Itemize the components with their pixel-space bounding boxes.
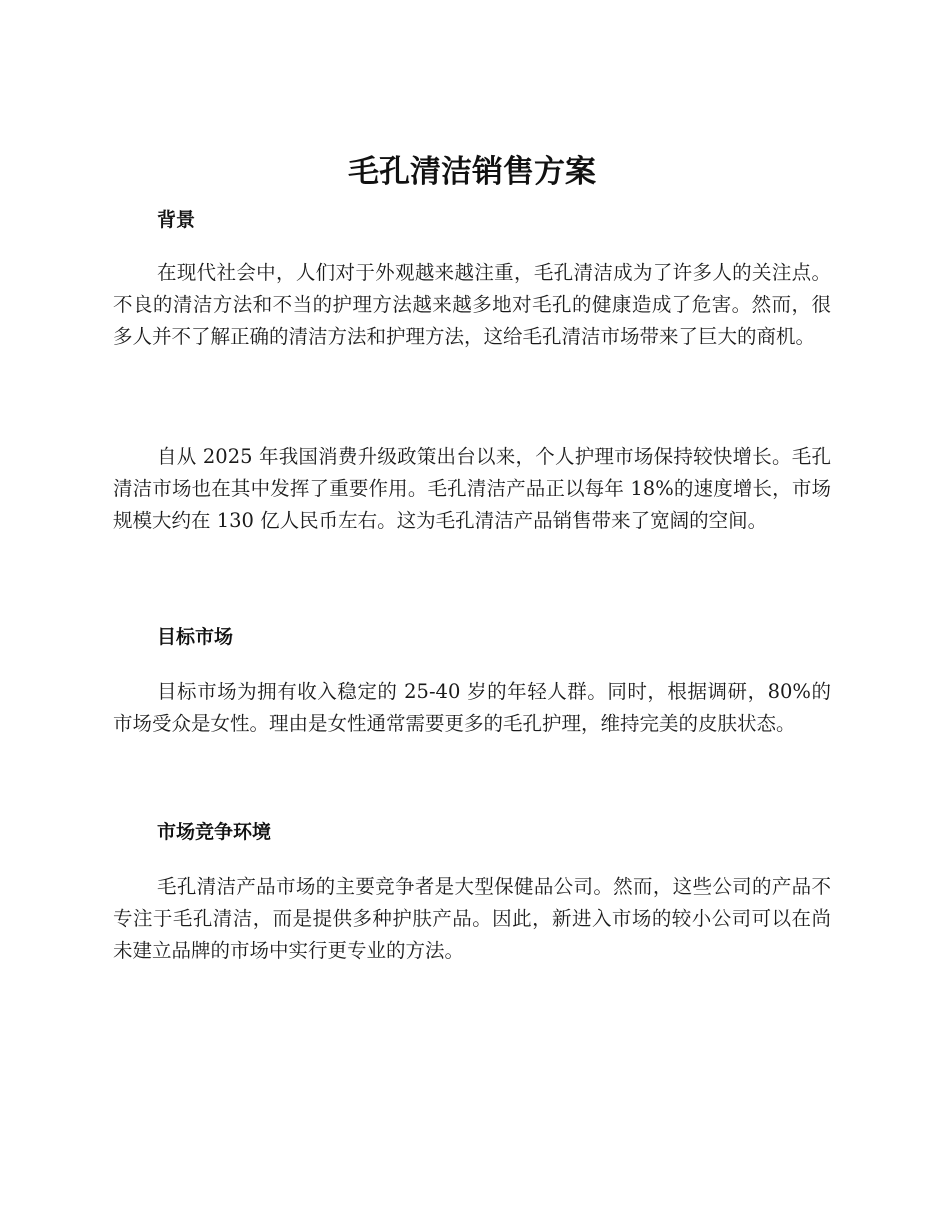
section-heading-competition: 市场竞争环境: [157, 821, 272, 843]
paragraph-background-1: 在现代社会中，人们对于外观越来越注重，毛孔清洁成为了许多人的关注点。不良的清洁方法和不当的护理方法越来越多地对毛孔的健康造成了危害。然而，很多人并不了解正确的清洁方法和护理方法，这给毛孔清洁市场带来了巨大的商机。: [113, 261, 831, 348]
document-title: 毛孔清洁销售方案: [348, 154, 596, 190]
section-heading-background: 背景: [157, 209, 196, 231]
paragraph-background-2: 自从 2025 年我国消费升级政策出台以来，个人护理市场保持较快增长。毛孔清洁市场也在其中发挥了重要作用。毛孔清洁产品正以每年 18%的速度增长，市场规模大约在 130 亿人民币左右。这为毛孔清洁产品销售带来了宽阔的空间。: [113, 445, 831, 532]
section-heading-target-market: 目标市场: [157, 626, 234, 648]
paragraph-target-market: 目标市场为拥有收入稳定的 25-40 岁的年轻人群。同时，根据调研，80%的市场受众是女性。理由是女性通常需要更多的毛孔护理，维持完美的皮肤状态。: [113, 680, 831, 735]
paragraph-competition: 毛孔清洁产品市场的主要竞争者是大型保健品公司。然而，这些公司的产品不专注于毛孔清洁，而是提供多种护肤产品。因此，新进入市场的较小公司可以在尚未建立品牌的市场中实行更专业的方法。: [113, 875, 831, 962]
